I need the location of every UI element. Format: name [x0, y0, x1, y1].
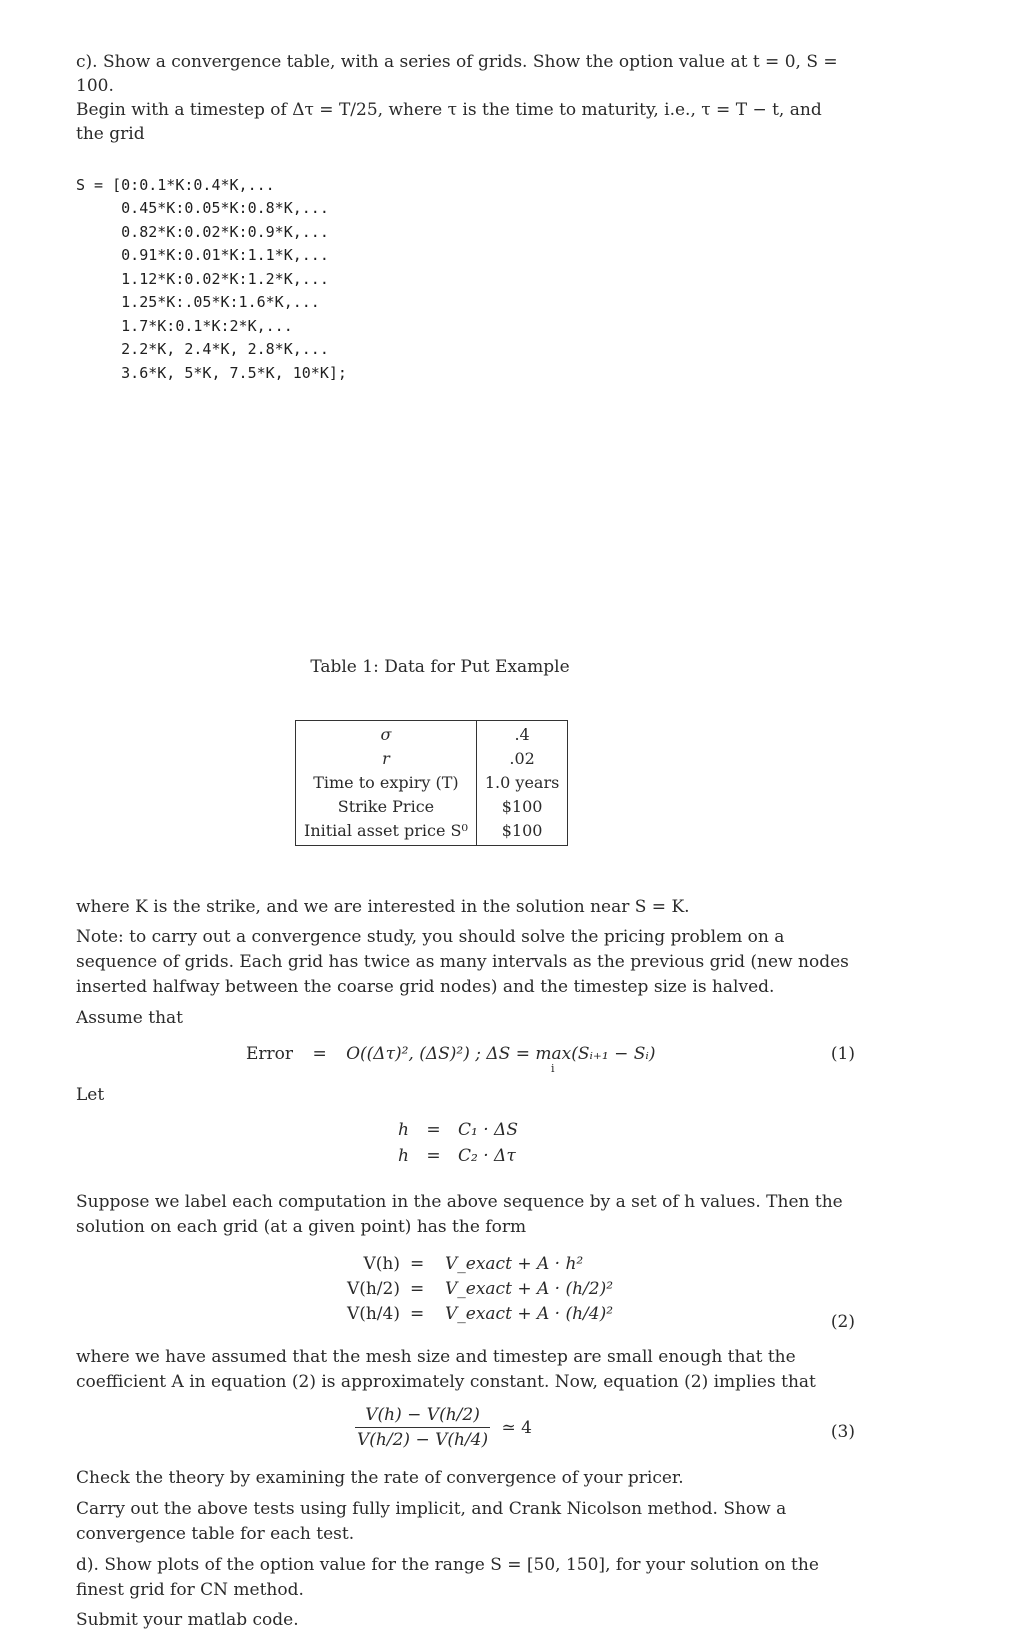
eq2-rel-1: = [410, 1254, 425, 1274]
let-label: Let [76, 1085, 105, 1105]
code-line: 1.7*K:0.1*K:2*K,... [76, 316, 293, 335]
equation-number-3: (3) [830, 1422, 855, 1442]
eq1-max-subscript: i [551, 1062, 555, 1075]
equation-1 [246, 1044, 655, 1064]
where-paragraph: where K is the strike, and we are interested in the solution near S = K. [76, 897, 690, 917]
eq2-rel-3: = [410, 1304, 425, 1324]
eq1-lhs: Error [246, 1044, 294, 1064]
eq1-relation: = [312, 1044, 327, 1064]
carry-paragraph: Carry out the above tests using fully implicit, and Crank Nicolson method. Show a convergence table for each test. [76, 1499, 787, 1544]
table-row [296, 795, 568, 819]
table-value: $100 [476, 795, 567, 819]
assume-paragraph: Assume that [76, 1008, 184, 1028]
equation-number-1: (1) [830, 1044, 855, 1064]
code-line: S = [0:0.1*K:0.4*K,... [76, 175, 275, 194]
code-line: 0.45*K:0.05*K:0.8*K,... [76, 199, 329, 217]
h-eq-relation: = [426, 1146, 441, 1166]
intro-line-3: the grid [76, 124, 145, 144]
eq3-relation: ≃ 4 [501, 1417, 532, 1438]
h-eq-rhs: C₂ · Δτ [458, 1146, 516, 1166]
h-eq-relation: = [426, 1120, 441, 1140]
table-row [296, 721, 568, 748]
eq3-numerator: V(h) − V(h/2) [355, 1405, 490, 1428]
equation-number-2: (2) [830, 1312, 855, 1332]
table-row [296, 747, 568, 771]
h-equation-1 [398, 1120, 518, 1140]
eq2-rhs-2: V_exact + A · (h/2)² [445, 1279, 614, 1299]
h-eq-rhs: C₁ · ΔS [458, 1120, 518, 1140]
table-label: r [296, 747, 477, 771]
check-paragraph: Check the theory by examining the rate of convergence of your pricer. [76, 1468, 684, 1488]
table-value: .02 [476, 747, 567, 771]
intro-line-1: c). Show a convergence table, with a series of grids. Show the option value at t = 0, S = 100. [76, 52, 838, 96]
eq2-lhs-1: V(h) [363, 1254, 400, 1274]
table-caption: Table 1: Data for Put Example [310, 657, 570, 677]
table-label: Strike Price [296, 795, 477, 819]
eq2-rel-2: = [410, 1279, 425, 1299]
code-line: 0.82*K:0.02*K:0.9*K,... [76, 222, 329, 241]
grid-code-block [76, 150, 347, 385]
eq3-denominator: V(h/2) − V(h/4) [357, 1430, 489, 1450]
table-row [296, 819, 568, 846]
h-equation-2 [398, 1146, 516, 1166]
eq1-rhs: O((Δτ)², (ΔS)²) ; ΔS = max(Sᵢ₊₁ − Sᵢ) [346, 1044, 656, 1064]
code-line: 1.12*K:0.02*K:1.2*K,... [76, 269, 329, 288]
assumed-paragraph: where we have assumed that the mesh size and timestep are small enough that the coefficient A in equation (2) is approximately constant. Now, equation (2) implies that [76, 1347, 816, 1392]
table-value: $100 [476, 819, 567, 846]
put-data-table [295, 720, 568, 846]
submit-paragraph: Submit your matlab code. [76, 1610, 299, 1630]
table-value: 1.0 years [476, 771, 567, 795]
code-line: 3.6*K, 5*K, 7.5*K, 10*K]; [76, 363, 347, 382]
table-label: Initial asset price S⁰ [296, 819, 477, 846]
eq3-fraction [355, 1405, 490, 1450]
table-label: Time to expiry (T) [296, 771, 477, 795]
note-paragraph: Note: to carry out a convergence study, you should solve the pricing problem on a sequence of grids. Each grid has twice as many intervals as the previous grid (new nodes inserted halfway between the coarse grid nodes) and the timestep size is halved. [76, 927, 849, 997]
code-line: 1.25*K:.05*K:1.6*K,... [76, 293, 320, 311]
equation-3 [355, 1405, 532, 1450]
intro-line-2: Begin with a timestep of Δτ = T/25, where τ is the time to maturity, i.e., τ = T − t, and [76, 100, 822, 120]
code-line: 0.91*K:0.01*K:1.1*K,... [76, 246, 329, 264]
table-value: .4 [476, 721, 567, 748]
eq2-lhs-3: V(h/4) [346, 1304, 400, 1324]
h-eq-lhs: h [398, 1146, 409, 1166]
table-row [296, 771, 568, 795]
code-line: 2.2*K, 2.4*K, 2.8*K,... [76, 340, 329, 358]
intro-paragraph [76, 50, 856, 146]
eq2-rhs-1: V_exact + A · h² [445, 1254, 584, 1274]
part-d-paragraph: d). Show plots of the option value for the range S = [50, 150], for your solution on the finest grid for CN method. [76, 1555, 819, 1600]
eq2-rhs-3: V_exact + A · (h/4)² [445, 1304, 614, 1324]
suppose-paragraph: Suppose we label each computation in the above sequence by a set of h values. Then the solution on each grid (at a given point) has the form [76, 1192, 843, 1237]
table-label: σ [296, 721, 477, 748]
h-eq-lhs: h [398, 1120, 409, 1140]
eq2-lhs-2: V(h/2) [346, 1279, 400, 1299]
